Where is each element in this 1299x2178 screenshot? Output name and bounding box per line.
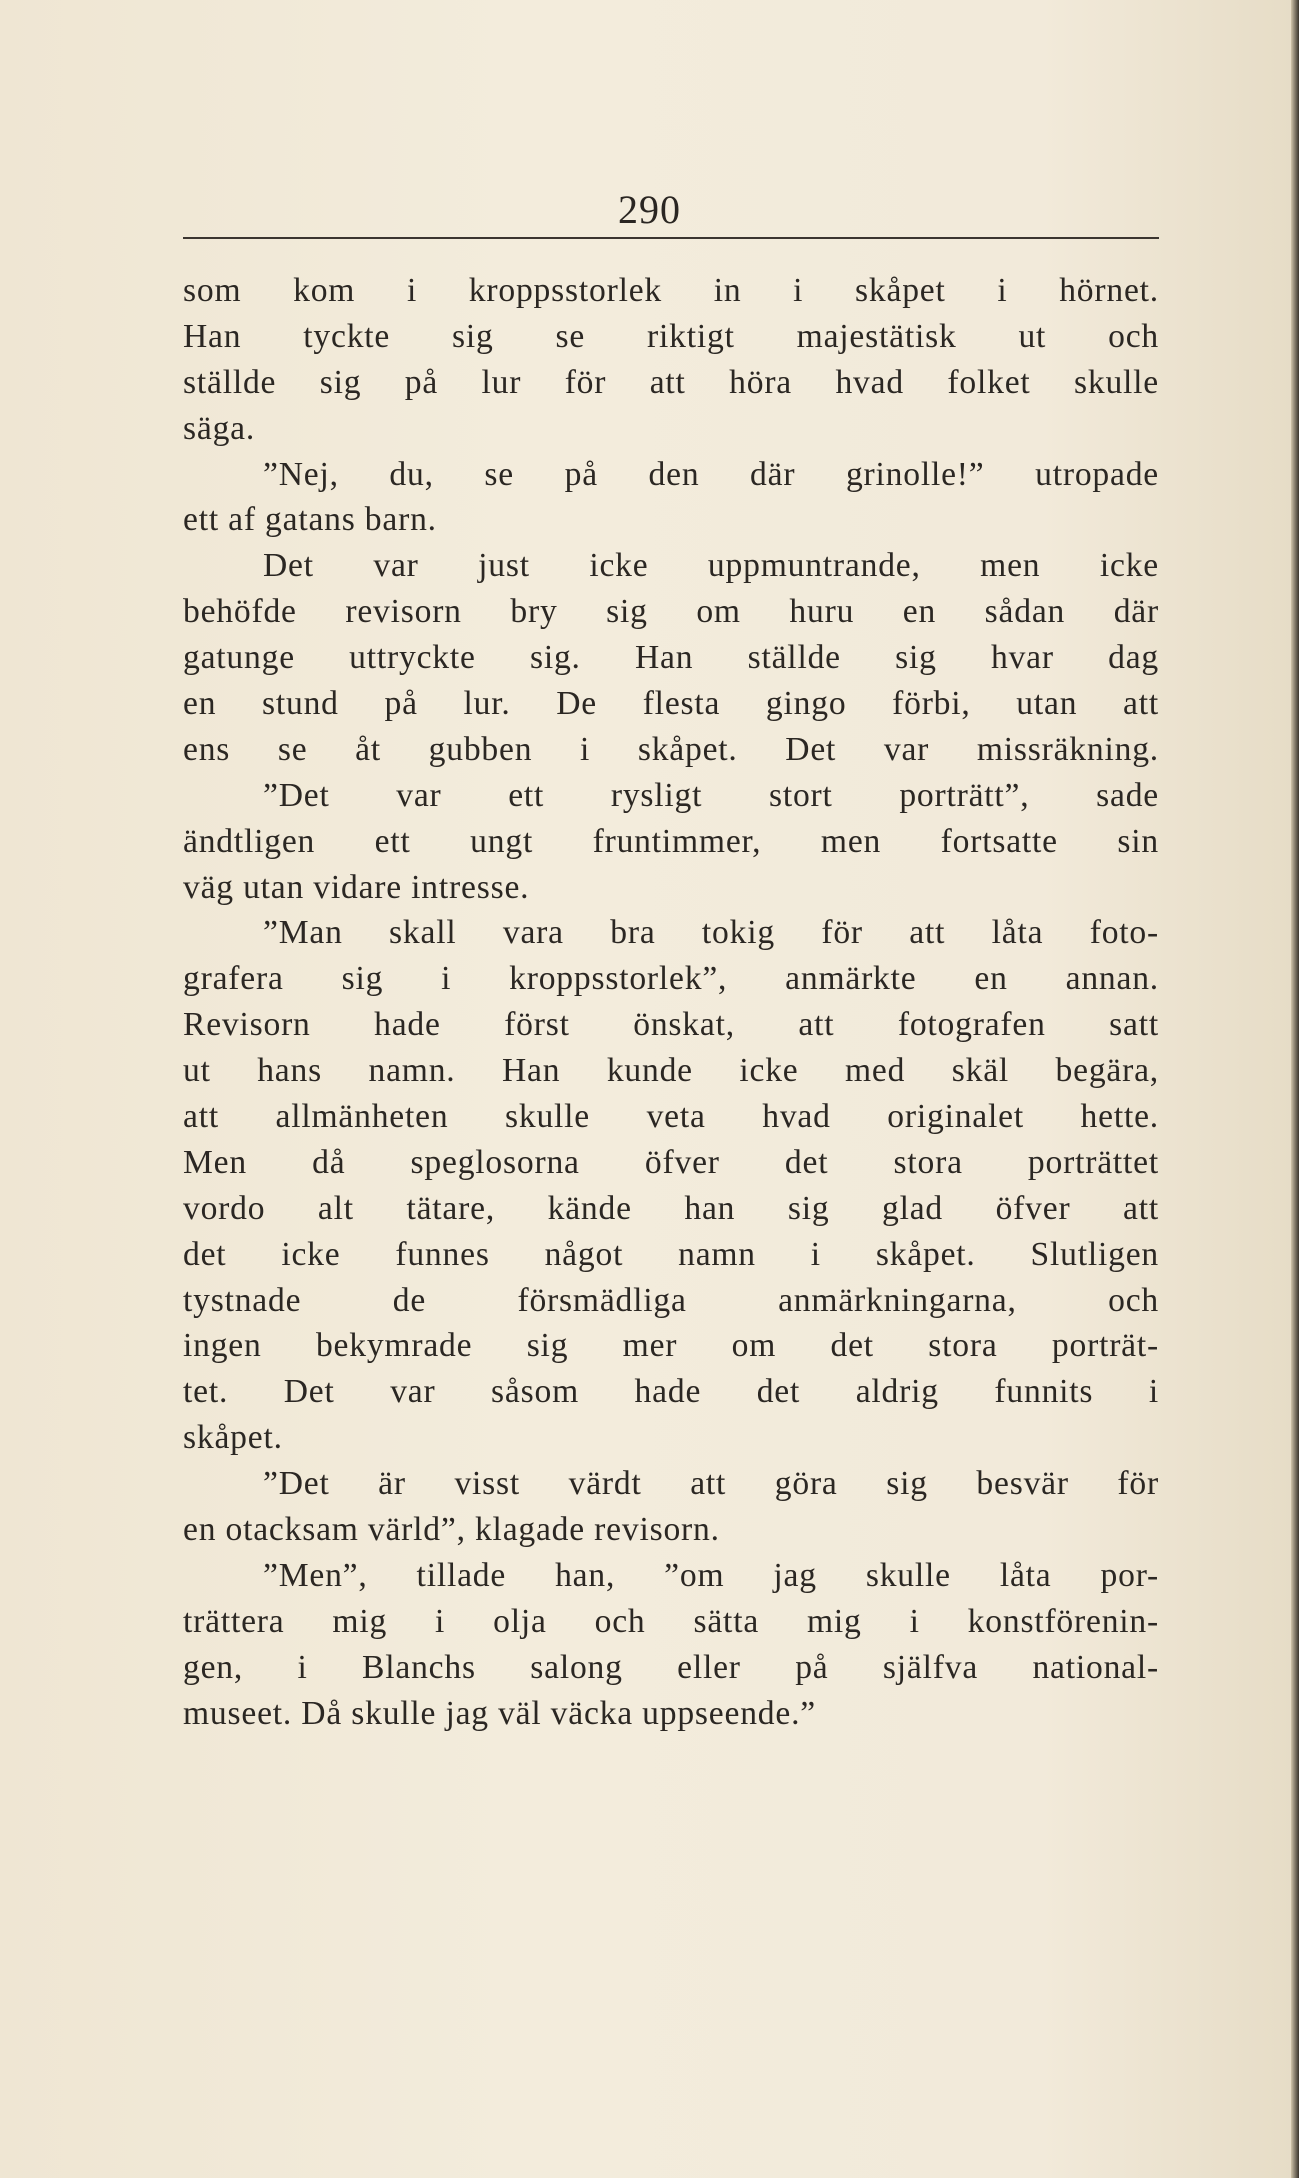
text-line: ens se åt gubben i skåpet. Det var missräkning. [183, 730, 1159, 768]
text-line: ett af gatans barn. [183, 501, 437, 539]
text-line: behöfde revisorn bry sig om huru en sådan där [183, 593, 1159, 631]
page-number: 290 [618, 187, 681, 232]
text-line: som kom i kroppsstorlek in i skåpet i hörnet. [183, 272, 1159, 309]
text-line: en stund på lur. De flesta gingo förbi, utan att [183, 685, 1159, 723]
text-line: väg utan vidare intresse. [183, 868, 530, 906]
text-line: gen, i Blanchs salong eller på själfva national- [183, 1648, 1159, 1686]
text-line: ut hans namn. Han kunde icke med skäl begära, [183, 1052, 1159, 1090]
text-line: en otacksam värld”, klagade revisorn. [183, 1511, 720, 1549]
text-line: tystnade de försmädliga anmärkningarna, och [183, 1281, 1159, 1319]
text-line: skåpet. [183, 1419, 283, 1457]
text-line: grafera sig i kroppsstorlek”, anmärkte en annan. [183, 960, 1159, 998]
text-line: ”Men”, tillade han, ”om jag skulle låta por- [263, 1556, 1159, 1594]
text-line: ”Det är visst värdt att göra sig besvär för [263, 1465, 1159, 1503]
page-edge-shadow [1291, 0, 1299, 2178]
text-line: ”Man skall vara bra tokig för att låta foto- [263, 914, 1159, 952]
text-line: ”Nej, du, se på den där grinolle!” utropade [263, 455, 1159, 493]
text-line: Men då speglosorna öfver det stora porträttet [183, 1143, 1159, 1181]
text-line: ändtligen ett ungt fruntimmer, men fortsatte sin [183, 822, 1159, 860]
text-line: trättera mig i olja och sätta mig i konstförenin- [183, 1602, 1159, 1640]
text-line: ”Det var ett rysligt stort porträtt”, sade [263, 776, 1159, 814]
text-line: ingen bekymrade sig mer om det stora porträt- [183, 1327, 1159, 1365]
text-line: gatunge uttryckte sig. Han ställde sig hvar dag [183, 639, 1159, 677]
header-rule [183, 237, 1159, 239]
text-line: museet. Då skulle jag väl väcka uppseende.” [183, 1694, 816, 1732]
text-line: säga. [183, 409, 256, 447]
text-line: ställde sig på lur för att höra hvad folket skulle [183, 363, 1159, 401]
text-line: Det var just icke uppmuntrande, men icke [263, 547, 1159, 585]
body-text [183, 268, 1159, 1737]
text-line: tet. Det var såsom hade det aldrig funnits i [183, 1373, 1159, 1411]
text-line: vordo alt tätare, kände han sig glad öfver att [183, 1189, 1159, 1227]
text-line: det icke funnes något namn i skåpet. Slutligen [183, 1235, 1159, 1273]
text-line: Han tyckte sig se riktigt majestätisk ut och [183, 317, 1159, 355]
text-line: Revisorn hade först önskat, att fotografen satt [183, 1006, 1159, 1044]
text-line: att allmänheten skulle veta hvad originalet hette. [183, 1098, 1159, 1136]
